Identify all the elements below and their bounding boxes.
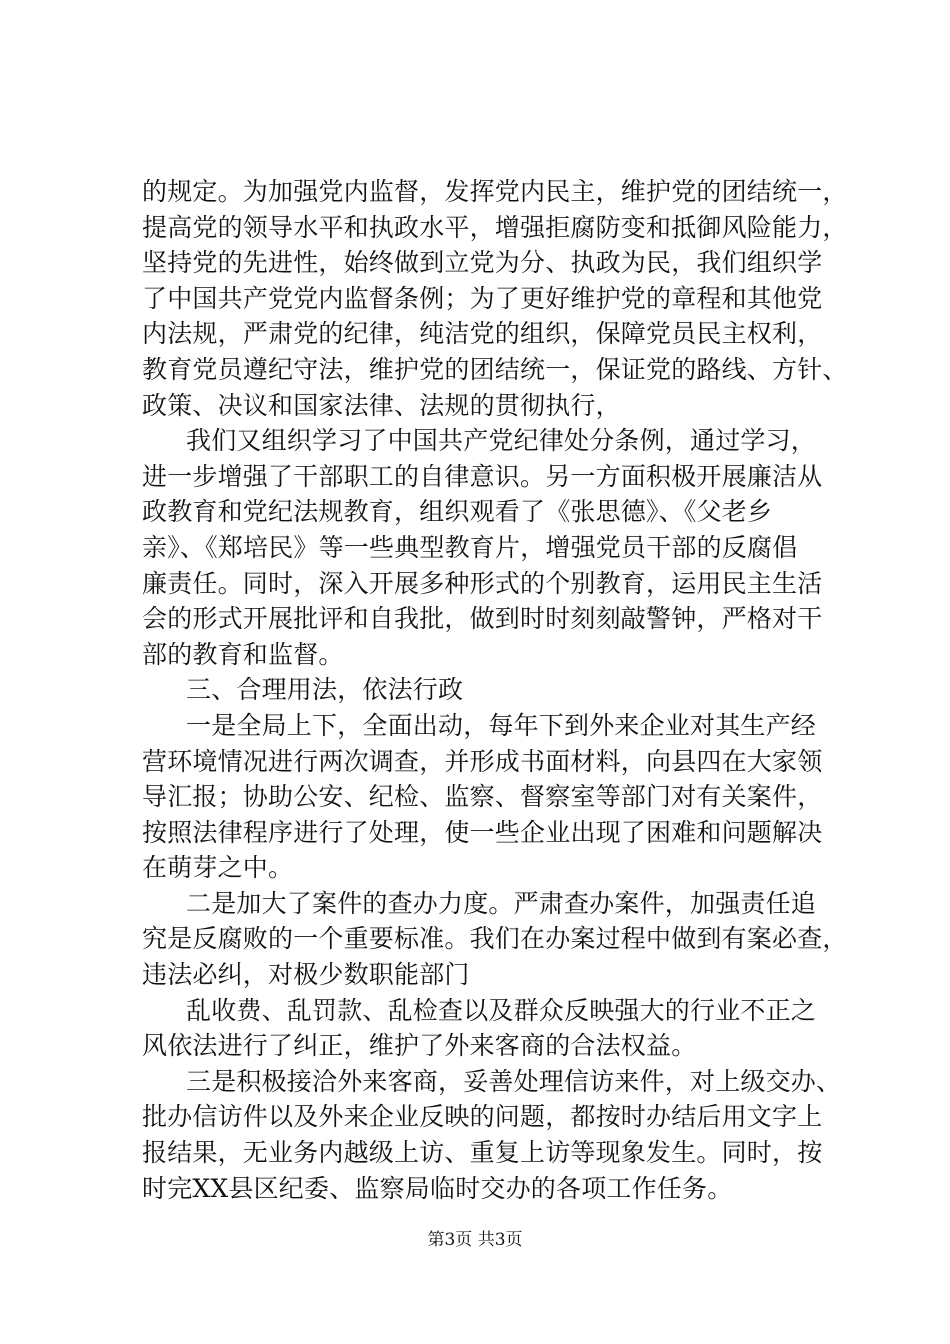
text-line: 批办信访件以及外来企业反映的问题，都按时办结后用文字上: [142, 1102, 823, 1132]
text-line: 坚持党的先进性，始终做到立党为分、执政为民，我们组织学: [142, 248, 823, 278]
text-line: 进一步增强了干部职工的自律意识。另一方面积极开展廉洁从: [142, 461, 823, 491]
text-line: 导汇报；协助公安、纪检、监察、督察室等部门对有关案件，: [142, 782, 823, 812]
text-line: 的规定。为加强党内监督，发挥党内民主，维护党的团结统一，: [142, 177, 848, 206]
text-line: 时完XX县区纪委、监察局临时交办的各项工作任务。: [142, 1173, 733, 1203]
text-line: 亲》、《郑培民》等一些典型教育片，增强党员干部的反腐倡: [142, 532, 798, 562]
document-body: [142, 174, 862, 1206]
paragraph-first-line: 三、合理用法，依法行政: [186, 675, 464, 705]
text-line: 提高党的领导水平和执政水平，增强拒腐防变和抵御风险能力，: [142, 212, 848, 242]
text-line: 报结果，无业务内越级上访、重复上访等现象发生。同时，按: [142, 1138, 823, 1168]
text-line: 按照法律程序进行了处理，使一些企业出现了困难和问题解决: [142, 817, 823, 847]
paragraph-first-line: 二是加大了案件的查办力度。严肃查办案件，加强责任追: [186, 888, 817, 918]
text-line: 部的教育和监督。: [142, 639, 344, 669]
text-line: 会的形式开展批评和自我批，做到时时刻刻敲警钟，严格对干: [142, 604, 823, 634]
text-line: 营环境情况进行两次调查，并形成书面材料，向县四在大家领: [142, 746, 823, 776]
text-line: 违法必纠，对极少数职能部门: [142, 960, 470, 990]
paragraph-first-line: 我们又组织学习了中国共产党纪律处分条例，通过学习，: [186, 426, 817, 456]
text-line: 在萌芽之中。: [142, 853, 294, 883]
paragraph-first-line: 一是全局上下，全面出动，每年下到外来企业对其生产经: [186, 710, 817, 740]
page-footer: 第3页 共3页: [427, 1230, 523, 1250]
text-line: 政教育和党纪法规教育，组织观看了《张思德》、《父老乡: [142, 497, 773, 527]
text-line: 究是反腐败的一个重要标准。我们在办案过程中做到有案必查，: [142, 924, 848, 954]
text-line: 了中国共产党党内监督条例；为了更好维护党的章程和其他党: [142, 283, 823, 313]
text-line: 廉责任。同时，深入开展多种形式的个别教育，运用民主生活: [142, 568, 823, 598]
paragraph-first-line: 乱收费、乱罚款、乱检查以及群众反映强大的行业不正之: [186, 995, 817, 1025]
text-line: 内法规，严肃党的纪律，纯洁党的组织，保障党员民主权利，: [142, 319, 823, 349]
text-line: 政策、决议和国家法律、法规的贯彻执行，: [142, 390, 621, 420]
text-line: 风依法进行了纠正，维护了外来客商的合法权益。: [142, 1031, 697, 1061]
paragraph-first-line: 三是积极接洽外来客商，妥善处理信访来件，对上级交办、: [186, 1066, 842, 1096]
text-line: 教育党员遵纪守法，维护党的团结统一，保证党的路线、方针、: [142, 354, 848, 384]
